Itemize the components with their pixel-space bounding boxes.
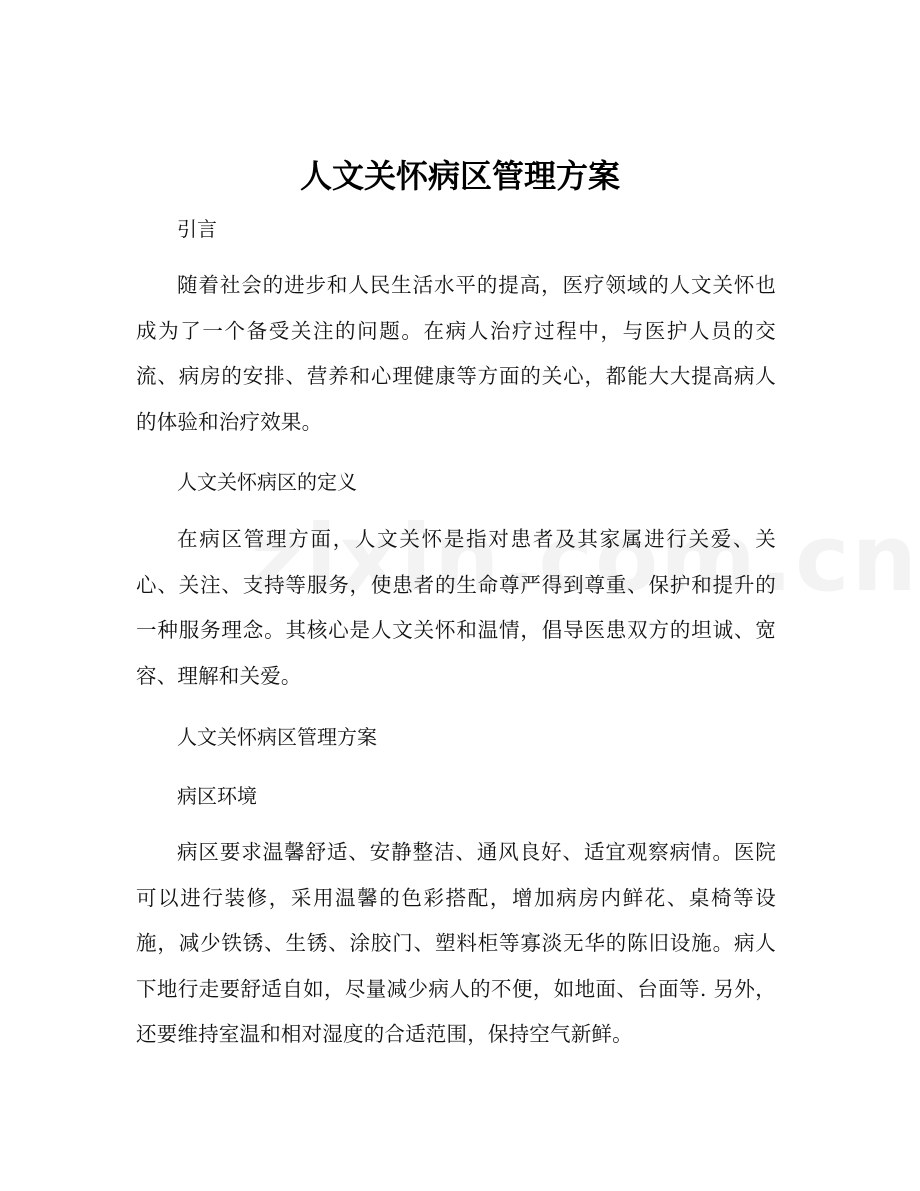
paragraph-definition: 在病区管理方面，人文关怀是指对患者及其家属进行关爱、关心、关注、支持等服务，使患者的生命尊严得到尊重、保护和提升的一种服务理念。其核心是人文关怀和温情，倡导医患双方的坦诚、宽容、理解和关爱。 xyxy=(136,527,776,688)
paragraph-introduction: 随着社会的进步和人民生活水平的提高，医疗领域的人文关怀也成为了一个备受关注的问题。在病人治疗过程中，与医护人员的交流、病房的安排、营养和心理健康等方面的关心，都能大大提高病人的体验和治疗效果。 xyxy=(136,273,776,434)
page-title: 人文关怀病区管理方案 xyxy=(299,157,620,195)
paragraph-ward-environment: 病区要求温馨舒适、安静整洁、通风良好、适宜观察病情。医院可以进行装修，采用温馨的色彩搭配，增加病房内鲜花、桌椅等设施，减少铁锈、生锈、涂胶门、塑料柜等寡淡无华的陈旧设施。病人下地行走要舒适自如，尽量减少病人的不便，如地面、台面等. 另外，还要维持室温和相对湿度的合适范围，保持空气新鲜。 xyxy=(136,840,776,1046)
heading-definition: 人文关怀病区的定义 xyxy=(177,470,357,494)
heading-ward-environment: 病区环境 xyxy=(177,784,257,808)
heading-management-plan: 人文关怀病区管理方案 xyxy=(177,725,377,749)
heading-introduction: 引言 xyxy=(177,217,217,241)
